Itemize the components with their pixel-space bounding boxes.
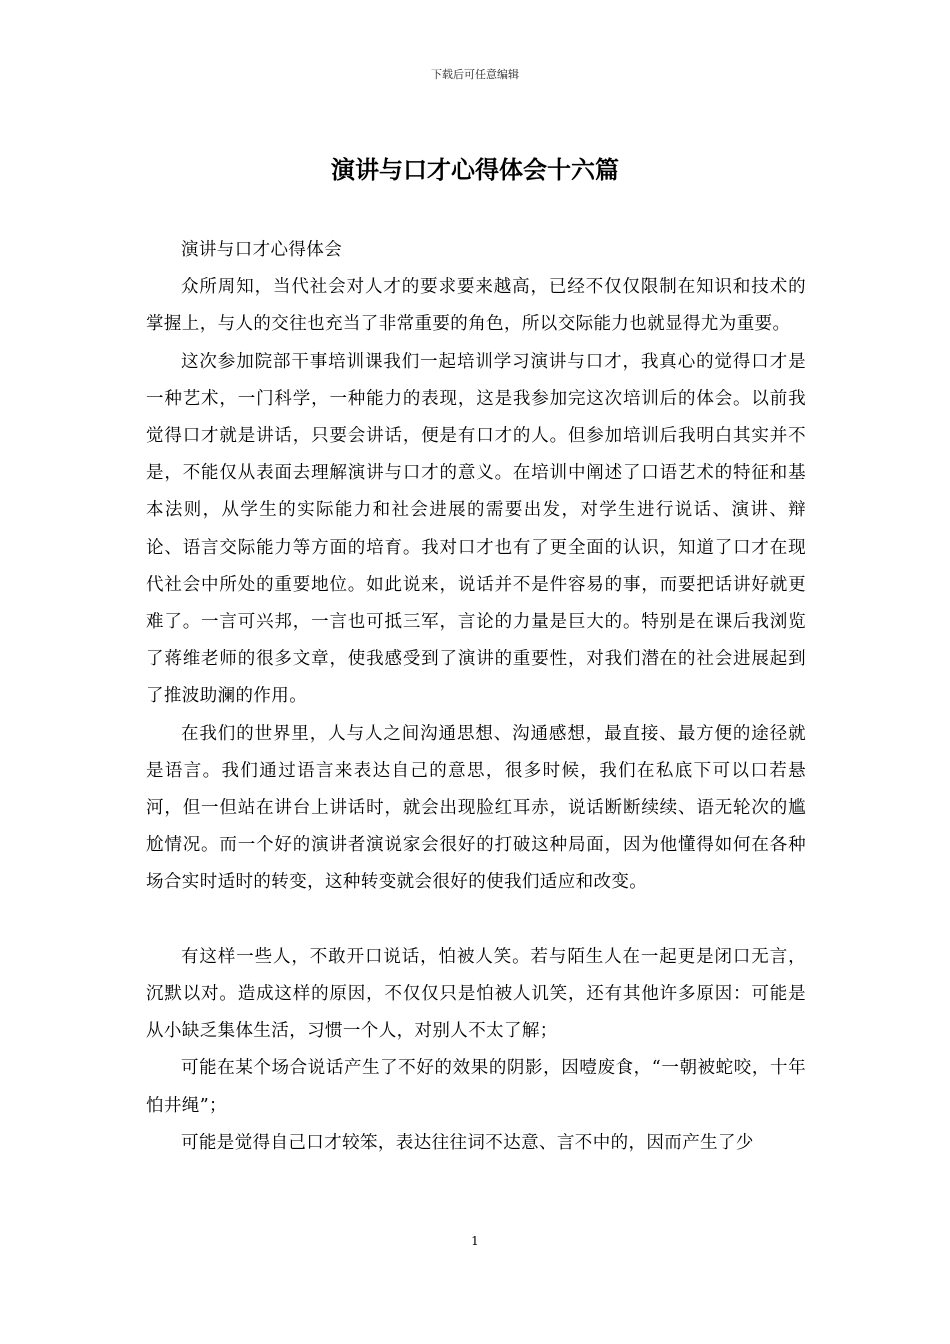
document-title: 演讲与口才心得体会十六篇 — [331, 155, 619, 184]
paragraph-spacer — [146, 902, 806, 939]
body-paragraph-3: 在我们的世界里，人与人之间沟通思想、沟通感想，最直接、最方便的途径就是语言。我们通过语言来表达自己的意思，很多时候，我们在私底下可以口若悬河，但一但站在讲台上讲话时，就会出现脸红耳赤，说话断断续续、语无轮次的尴尬情况。而一个好的演讲者演说家会很好的打破这种局面，因为他懂得如何在各种场合实时适时的转变，这种转变就会很好的使我们适应和改变。 — [146, 723, 806, 893]
document-body — [146, 232, 806, 1162]
subtitle-paragraph: 演讲与口才心得体会 — [181, 240, 343, 260]
body-paragraph-6: 可能是觉得自己口才较笨，表达往往词不达意、言不中的，因而产生了少 — [181, 1132, 754, 1153]
body-paragraph-5: 可能在某个场合说话产生了不好的效果的阴影，因噎废食，“一朝被蛇咬，十年怕井绳”； — [146, 1058, 806, 1116]
page-number: 1 — [471, 1234, 479, 1248]
body-paragraph-2: 这次参加院部干事培训课我们一起培训学习演讲与口才，我真心的觉得口才是一种艺术，一门科学，一种能力的表现，这是我参加完这次培训后的体会。以前我觉得口才就是讲话，只要会讲话，便是有口才的人。但参加培训后我明白其实并不是，不能仅从表面去理解演讲与口才的意义。在培训中阐述了口语艺术的特征和基本法则，从学生的实际能力和社会进展的需要出发，对学生进行说话、演讲、辩论、语言交际能力等方面的培育。我对口才也有了更全面的认识，知道了口才在现代社会中所处的重要地位。如此说来，说话并不是件容易的事，而要把话讲好就更难了。一言可兴邦，一言也可抵三军，言论的力量是巨大的。特别是在课后我浏览了蒋维老师的很多文章，使我感受到了演讲的重要性，对我们潜在的社会进展起到了推波助澜的作用。 — [146, 351, 806, 707]
body-paragraph-1: 众所周知，当代社会对人才的要求要来越高，已经不仅仅限制在知识和技术的掌握上，与人的交往也充当了非常重要的角色，所以交际能力也就显得尤为重要。 — [146, 277, 806, 335]
body-paragraph-4: 有这样一些人，不敢开口说话，怕被人笑。若与陌生人在一起更是闭口无言，沉默以对。造成这样的原因，不仅仅只是怕被人讥笑，还有其他许多原因：可能是从小缺乏集体生活，习惯一个人，对别人不太了解； — [146, 946, 806, 1042]
page-header-note: 下载后可任意编辑 — [431, 68, 519, 81]
